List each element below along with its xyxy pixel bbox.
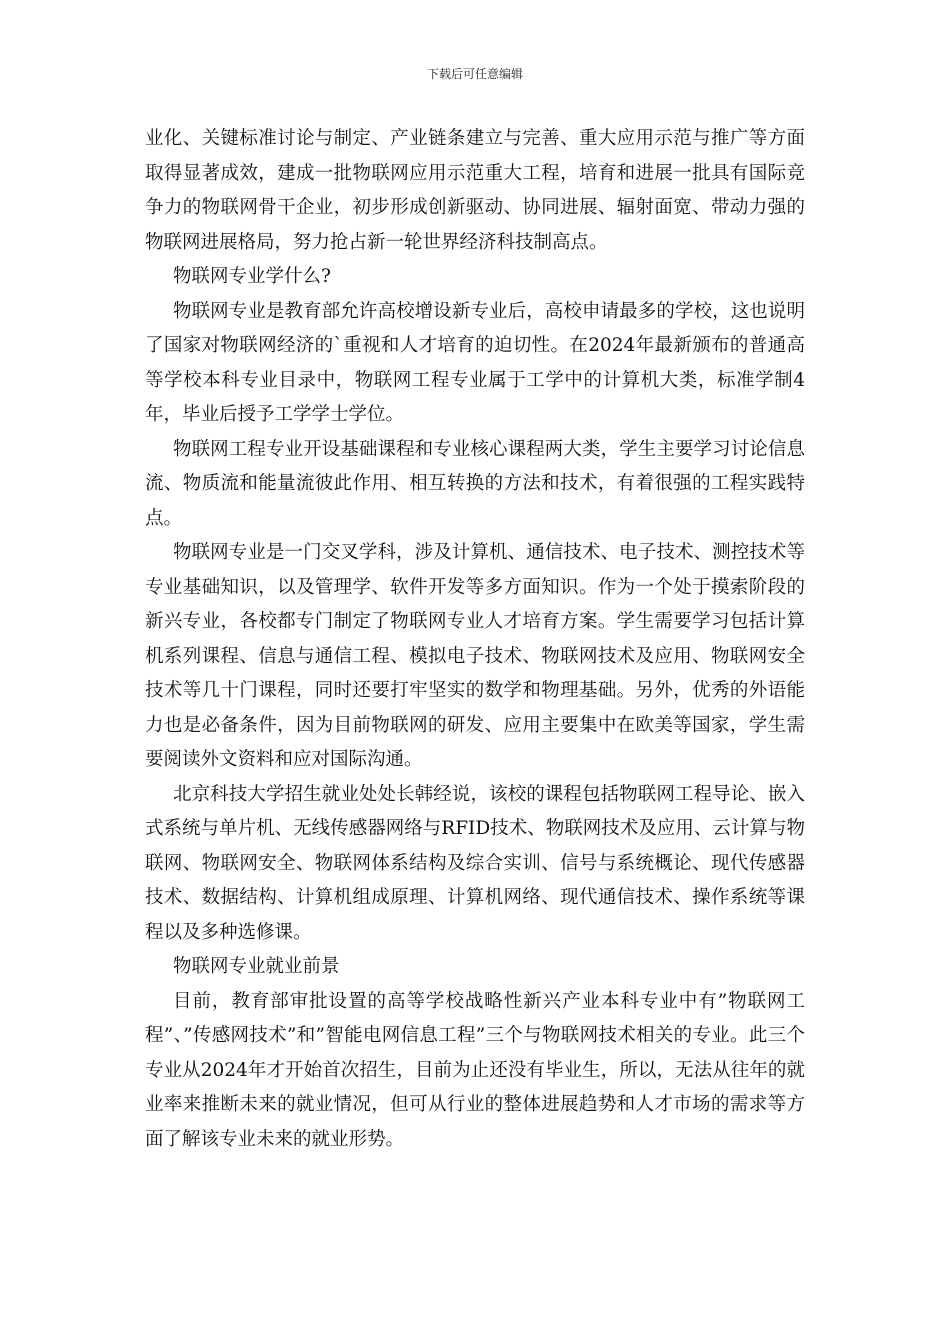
page-header: 下载后可任意编辑	[426, 67, 523, 81]
document-body	[145, 122, 805, 1157]
paragraph: 物联网专业是教育部允许高校增设新专业后，高校申请最多的学校，这也说明了国家对物联网经济的`重视和人才培育的迫切性。在2024年最新颁布的普通高等学校本科专业目录中，物联网工程专业属于工学中的计算机大类，标准学制4年，毕业后授予工学学士学位。	[145, 300, 805, 425]
section-heading-career: 物联网专业就业前景	[173, 956, 340, 977]
paragraph: 物联网工程专业开设基础课程和专业核心课程两大类，学生主要学习讨论信息流、物质流和能量流彼此作用、相互转换的方法和技术，有着很强的工程实践特点。	[145, 438, 805, 529]
paragraph: 物联网专业是一门交叉学科，涉及计算机、通信技术、电子技术、测控技术等专业基础知识，以及管理学、软件开发等多方面知识。作为一个处于摸索阶段的新兴专业，各校都专门制定了物联网专业人才培育方案。学生需要学习包括计算机系列课程、信息与通信工程、模拟电子技术、物联网技术及应用、物联网安全技术等几十门课程，同时还要打牢坚实的数学和物理基础。另外，优秀的外语能力也是必备条件，因为目前物联网的研发、应用主要集中在欧美等国家，学生需要阅读外文资料和应对国际沟通。	[145, 542, 805, 770]
paragraph-continuation: 业化、关键标准讨论与制定、产业链条建立与完善、重大应用示范与推广等方面取得显著成效，建成一批物联网应用示范重大工程，培育和进展一批具有国际竞争力的物联网骨干企业，初步形成创新驱动、协同进展、辐射面宽、带动力强的物联网进展格局，努力抢占新一轮世界经济科技制高点。	[145, 128, 805, 253]
section-heading-curriculum: 物联网专业学什么?	[173, 266, 331, 287]
paragraph: 北京科技大学招生就业处处长韩经说，该校的课程包括物联网工程导论、嵌入式系统与单片机、无线传感器网络与RFID技术、物联网技术及应用、云计算与物联网、物联网安全、物联网体系结构及综合实训、信号与系统概论、现代传感器技术、数据结构、计算机组成原理、计算机网络、现代通信技术、操作系统等课程以及多种选修课。	[145, 783, 805, 943]
paragraph: 目前，教育部审批设置的高等学校战略性新兴产业本科专业中有”物联网工程”、”传感网技术”和”智能电网信息工程”三个与物联网技术相关的专业。此三个专业从2024年才开始首次招生，目前为止还没有毕业生，所以，无法从往年的就业率来推断未来的就业情况，但可从行业的整体进展趋势和人才市场的需求等方面了解该专业未来的就业形势。	[145, 990, 805, 1150]
